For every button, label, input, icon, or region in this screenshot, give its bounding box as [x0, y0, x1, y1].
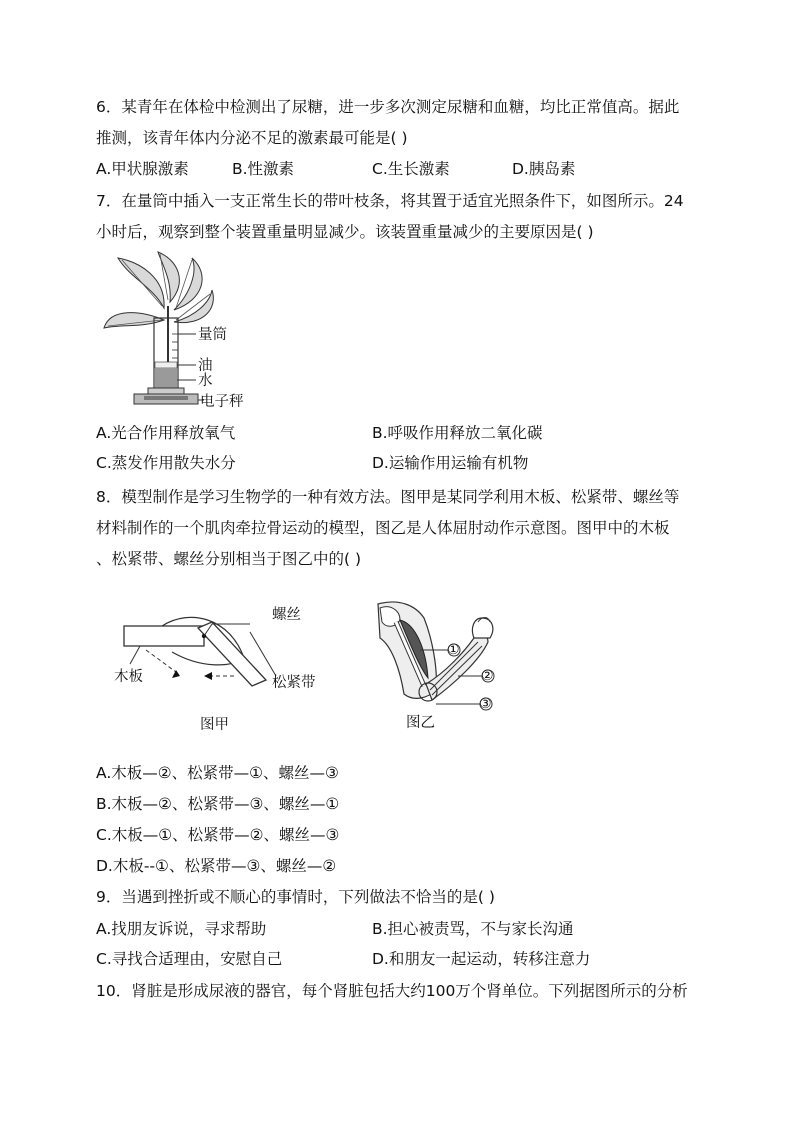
question-9-option-a: A.找朋友诉说，寻求帮助	[96, 920, 267, 938]
question-6-option-c: C.生长激素	[372, 160, 450, 178]
question-6-option-a: A.甲状腺激素	[96, 160, 189, 178]
arm-label-3: ③	[479, 696, 492, 712]
label-scale: 电子秤	[200, 394, 244, 410]
question-6-option-d: D.胰岛素	[512, 160, 576, 178]
question-10-line-1: 10．肾脏是形成尿液的器官，每个肾脏包括大约100万个肾单位。下列据图所示的分析	[96, 982, 688, 1000]
label-screw: 螺丝	[272, 607, 301, 623]
label-water: 水	[198, 373, 213, 389]
question-8-option-d: D.木板--①、松紧带—③、螺丝—②	[96, 857, 337, 875]
question-7-option-a: A.光合作用释放氧气	[96, 424, 236, 442]
question-8-line-3: 、松紧带、螺丝分别相当于图乙中的( )	[96, 550, 362, 568]
question-9-line-1: 9．当遇到挫折或不顺心的事情时，下列做法不恰当的是( )	[96, 888, 495, 906]
label-cylinder: 量筒	[198, 327, 227, 343]
question-9-option-c: C.寻找合适理由，安慰自己	[96, 950, 283, 968]
water-layer	[155, 368, 177, 388]
question-8-line-1: 8．模型制作是学习生物学的一种有效方法。图甲是某同学利用木板、松紧带、螺丝等	[96, 488, 680, 506]
question-9-option-d: D.和朋友一起运动，转移注意力	[372, 950, 591, 968]
question-8-line-2: 材料制作的一个肌肉牵拉骨运动的模型，图乙是人体屈肘动作示意图。图甲中的木板	[96, 519, 670, 537]
question-7-line-2: 小时后，观察到整个装置重量明显减少。该装置重量减少的主要原因是( )	[96, 223, 594, 241]
figure-jia-caption: 图甲	[200, 717, 229, 733]
question-7-option-c: C.蒸发作用散失水分	[96, 454, 236, 472]
label-oil: 油	[198, 358, 213, 374]
question-8-option-b: B.木板—②、松紧带—③、螺丝—①	[96, 795, 340, 813]
question-6-line-2: 推测，该青年体内分泌不足的激素最可能是( )	[96, 129, 408, 147]
wood-board-horizontal	[124, 626, 204, 646]
question-6-option-b: B.性激素	[232, 160, 295, 178]
question-6-line-1: 6．某青年在体检中检测出了尿糖，进一步多次测定尿糖和血糖，均比正常值高。据此	[96, 98, 680, 116]
question-7-line-1: 7．在量筒中插入一支正常生长的带叶枝条，将其置于适宜光照条件下，如图所示。24	[96, 192, 684, 210]
figure-yi-arm	[370, 598, 520, 718]
question-7-option-b: B.呼吸作用释放二氧化碳	[372, 424, 543, 442]
figure-yi-caption: 图乙	[406, 715, 435, 731]
question-7-option-d: D.运输作用运输有机物	[372, 454, 529, 472]
arm-label-2: ②	[481, 668, 494, 684]
question-9-option-b: B.担心被责骂，不与家长沟通	[372, 920, 574, 938]
label-elastic: 松紧带	[272, 675, 316, 691]
label-board: 木板	[114, 669, 143, 685]
question-8-option-c: C.木板—①、松紧带—②、螺丝—③	[96, 826, 340, 844]
question-8-option-a: A.木板—②、松紧带—①、螺丝—③	[96, 764, 339, 782]
arm-label-1: ①	[447, 642, 460, 658]
oil-layer	[155, 362, 177, 368]
